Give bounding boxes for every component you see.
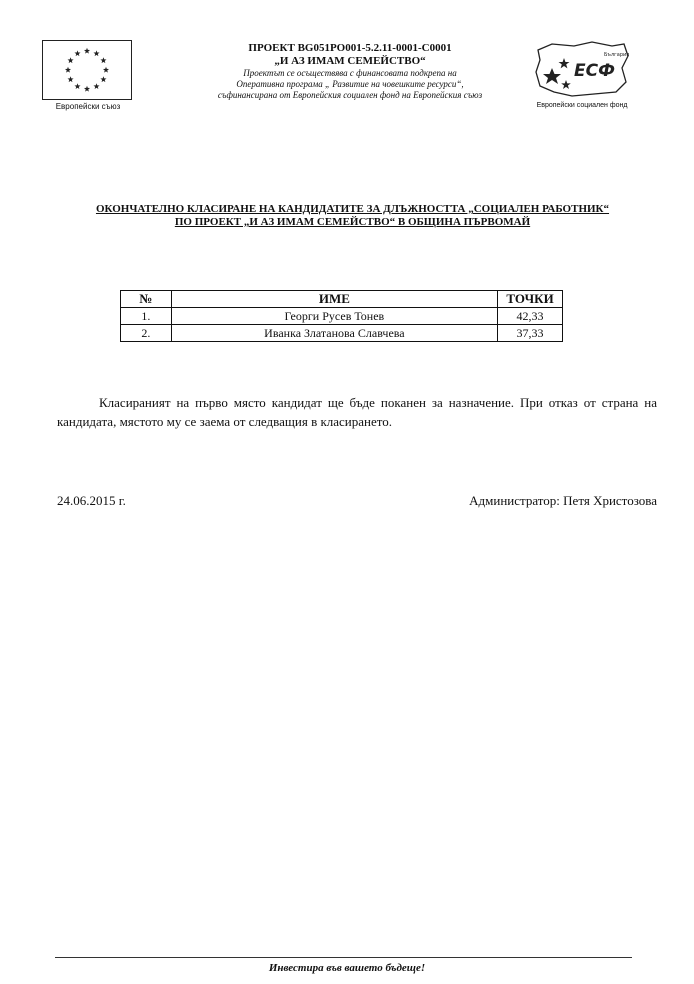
title-line-2: ПО ПРОЕКТ „И АЗ ИМАМ СЕМЕЙСТВО“ В ОБЩИНА ПЪРВОМАЙ [174,216,531,228]
header-line-1: Проектът се осъществява с финансовата подкрепа на [243,68,457,78]
eu-star-icon [68,57,74,63]
eu-star-icon [84,86,90,92]
eu-star-icon [103,67,109,73]
table-header-row [121,291,563,308]
row-name: Георги Русев Тонев [171,308,497,325]
document-title [40,203,665,229]
table-row [121,308,563,325]
administrator-signature: Администратор: Петя Христозова [469,493,657,508]
title-line-1: ОКОНЧАТЕЛНО КЛАСИРАНЕ НА КАНДИДАТИТЕ ЗА ДЛЪЖНОСТТА „СОЦИАЛЕН РАБОТНИК“ [95,203,610,215]
eu-star-icon [93,83,99,89]
header-line-2: Оперативна програма „ Развитие на човешките ресурси“, [236,79,464,89]
esf-country: България [604,52,630,58]
eu-star-icon [93,50,99,56]
body-paragraph: Класираният на първо място кандидат ще бъде поканен за назначение. При отказ от страна на кандидата, мястото му се заема от следващия в класирането. [57,395,657,429]
eu-star-icon [100,57,106,63]
project-name: „И АЗ ИМАМ СЕМЕЙСТВО“ [274,55,426,67]
eu-logo [42,40,134,112]
row-name: Иванка Златанова Славчева [171,325,497,342]
header-name: ИМЕ [171,291,497,308]
footer-slogan: Инвестира във вашето бъдеще! [268,962,426,974]
eu-stars-circle-icon [43,41,131,99]
header-points: ТОЧКИ [498,291,563,308]
ranking-table [120,290,563,342]
document-date: 24.06.2015 г. [57,493,126,508]
eu-star-icon [74,50,80,56]
header-line-3: съфинансирана от Европейския социален фонд на Европейския съюз [217,90,483,100]
eu-star-icon [74,83,80,89]
eu-star-icon [84,48,90,54]
row-points: 37,33 [498,325,563,342]
header-number: № [121,291,172,308]
eu-caption: Европейски съюз [55,102,121,111]
esf-logo-text: ЕСФ [574,61,615,81]
row-number: 2. [121,325,172,342]
bulgaria-map-icon [532,38,632,100]
footer-divider [55,957,632,958]
eu-star-icon [65,67,71,73]
table-row [121,325,563,342]
eu-flag [42,40,132,100]
eu-star-icon [100,76,106,82]
row-number: 1. [121,308,172,325]
eu-star-icon [68,76,74,82]
esf-logo [532,38,632,113]
document-header [150,42,550,101]
esf-caption: Европейски социален фонд [536,102,628,109]
project-code: ПРОЕКТ BG051PO001-5.2.11-0001-C0001 [248,42,452,54]
row-points: 42,33 [498,308,563,325]
